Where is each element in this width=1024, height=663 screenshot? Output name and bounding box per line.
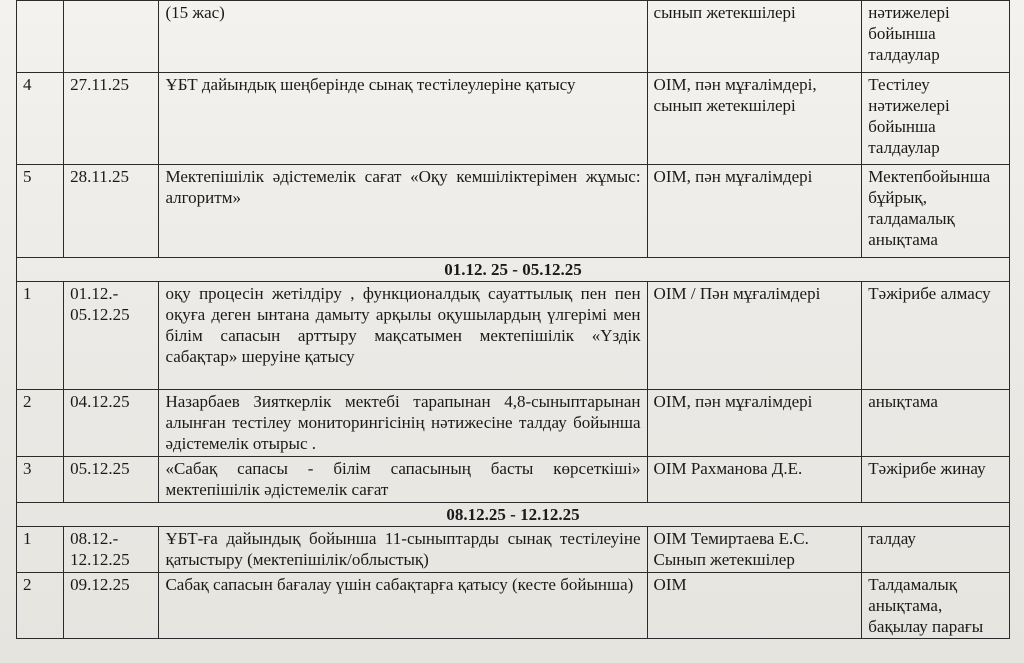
row-responsible: ОІМ [647,573,862,639]
table-row [17,165,1010,258]
row-event: ҰБТ дайындық шеңберінде сынақ тестілеулеріне қатысу [159,73,647,165]
table-row [17,457,1010,503]
row-result: талдау [862,527,1010,573]
table-row [17,390,1010,457]
row-event: Сабақ сапасын бағалау үшін сабақтарға қатысу (кесте бойынша) [159,573,647,639]
row-result: Мектепбойынша бұйрық, талдамалық анықтама [862,165,1010,258]
row-date: 09.12.25 [64,573,159,639]
row-number: 2 [17,390,64,457]
week-range: 08.12.25 - 12.12.25 [17,503,1010,527]
row-date [64,1,159,73]
table-row [17,573,1010,639]
row-date: 05.12.25 [64,457,159,503]
row-date: 04.12.25 [64,390,159,457]
row-event: «Сабақ сапасы - білім сапасының басты көрсеткіші» мектепішілік әдістемелік сағат [159,457,647,503]
week-header-row [17,258,1010,282]
row-number: 4 [17,73,64,165]
row-result: анықтама [862,390,1010,457]
table-row [17,282,1010,390]
row-result: Тәжірибе жинау [862,457,1010,503]
row-responsible: ОІМ / Пән мұғалімдері [647,282,862,390]
row-event: Мектепішілік әдістемелік сағат «Оқу кемшіліктерімен жұмыс: алгоритм» [159,165,647,258]
row-number: 1 [17,527,64,573]
row-responsible: ОІМ Темиртаева Е.С. Сынып жетекшілер [647,527,862,573]
row-event: оқу процесін жетілдіру , функционалдық сауаттылық пен пен оқуға деген ынтана дамыту арқылы оқушылардың үлгерімі мен білім сапасын арттыру мақсатымен мектепішілік «Үздік сабақтар» шеруіне қатысу [159,282,647,390]
row-number: 5 [17,165,64,258]
row-event: (15 жас) [159,1,647,73]
row-responsible: ОІМ, пән мұғалімдері [647,390,862,457]
week-header-row [17,503,1010,527]
row-responsible: сынып жетекшілері [647,1,862,73]
table-row [17,73,1010,165]
row-responsible: ОІМ Рахманова Д.Е. [647,457,862,503]
row-number: 1 [17,282,64,390]
row-number: 2 [17,573,64,639]
row-date: 28.11.25 [64,165,159,258]
row-number: 3 [17,457,64,503]
row-event: Назарбаев Зияткерлік мектебі тарапынан 4,8-сыныптарынан алынған тестілеу мониторингісінің нәтижесіне талдау бойынша әдістемелік отырыс . [159,390,647,457]
row-date: 08.12.- 12.12.25 [64,527,159,573]
plan-table [16,0,1010,639]
row-result: Талдамалық анықтама, бақылау парағы [862,573,1010,639]
row-responsible: ОІМ, пән мұғалімдері, сынып жетекшілері [647,73,862,165]
table-row [17,1,1010,73]
week-range: 01.12. 25 - 05.12.25 [17,258,1010,282]
row-result: Тәжірибе алмасу [862,282,1010,390]
row-result: Тестілеу нәтижелері бойынша талдаулар [862,73,1010,165]
row-result: нәтижелері бойынша талдаулар [862,1,1010,73]
row-event: ҰБТ-ға дайындық бойынша 11-сыныптарды сынақ тестілеуіне қатыстыру (мектепішілік/облыстық) [159,527,647,573]
row-date: 01.12.- 05.12.25 [64,282,159,390]
row-number [17,1,64,73]
row-responsible: ОІМ, пән мұғалімдері [647,165,862,258]
table-row [17,527,1010,573]
row-date: 27.11.25 [64,73,159,165]
